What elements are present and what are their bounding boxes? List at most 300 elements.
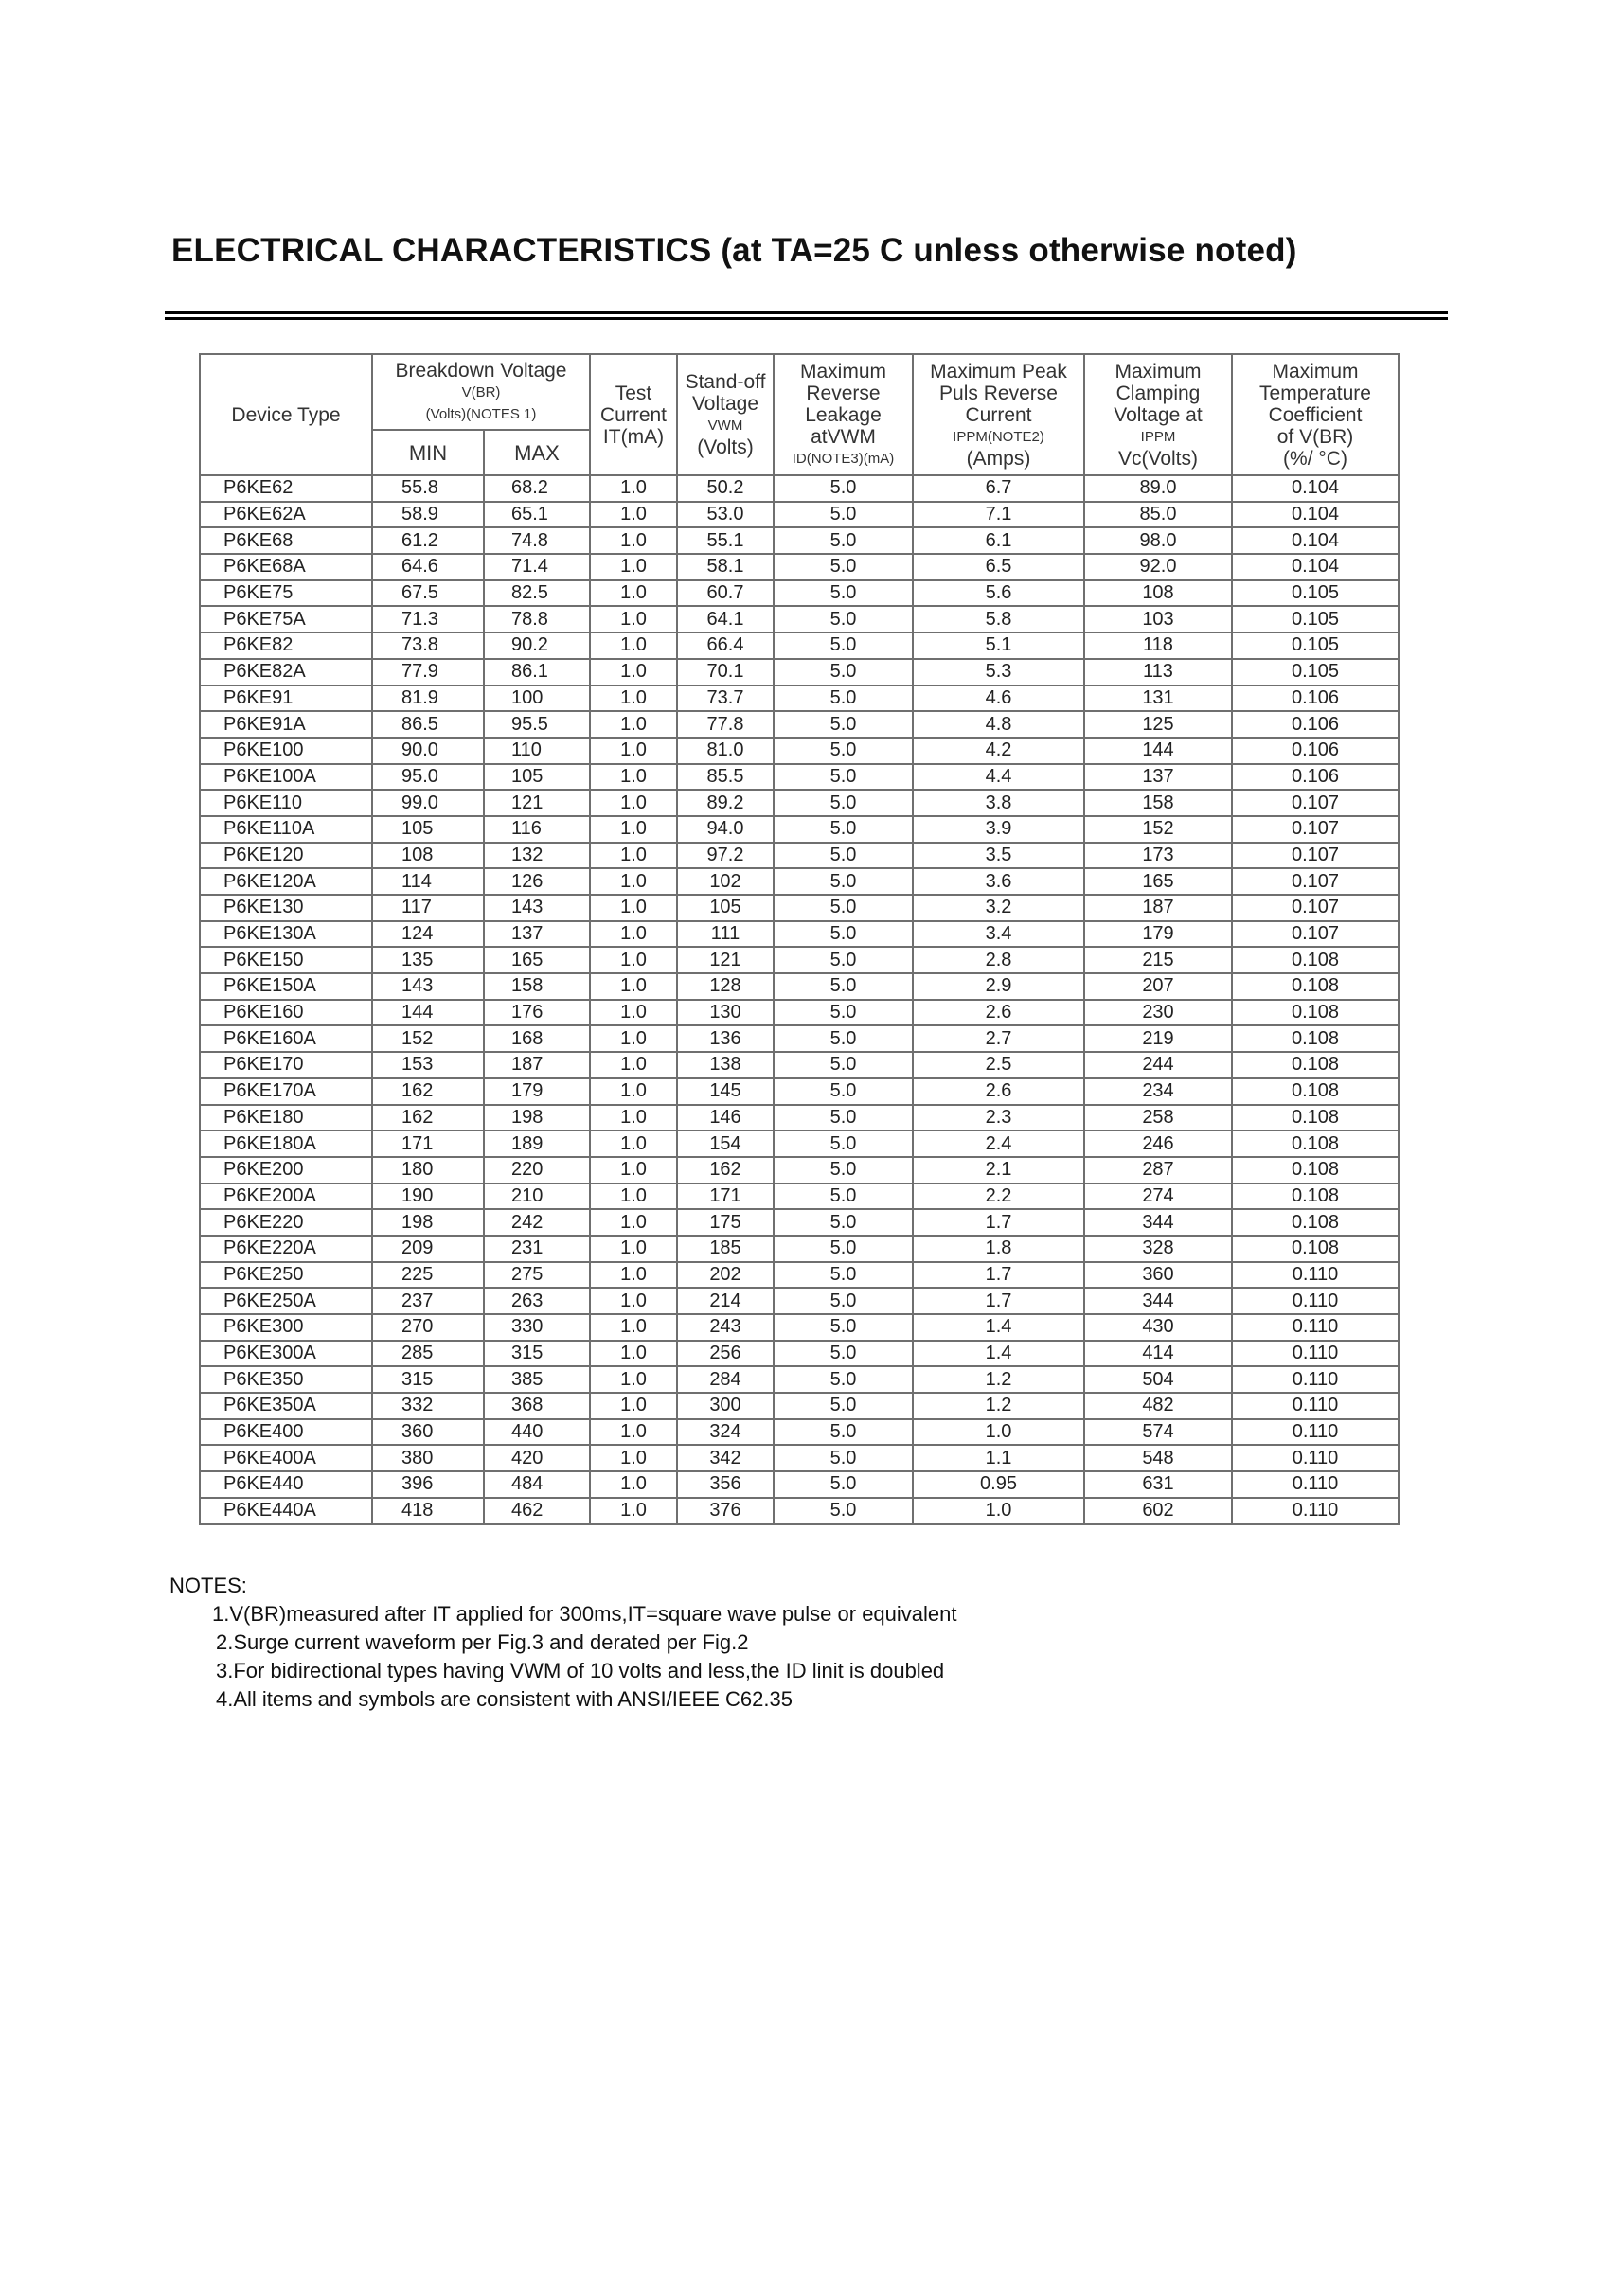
vbr-min-cell: 380 <box>372 1445 484 1471</box>
vbr-max-cell: 74.8 <box>484 527 590 554</box>
table-row <box>200 1130 1399 1157</box>
peak-current-cell: 6.5 <box>913 554 1084 580</box>
standoff-voltage-cell: 243 <box>677 1314 774 1341</box>
standoff-voltage-cell: 202 <box>677 1262 774 1289</box>
peak-current-cell: 1.4 <box>913 1314 1084 1341</box>
vbr-max-cell: 86.1 <box>484 659 590 685</box>
reverse-leakage-cell: 5.0 <box>774 1105 913 1131</box>
clamping-voltage-cell: 165 <box>1084 868 1232 895</box>
clamping-voltage-cell: 360 <box>1084 1262 1232 1289</box>
clamping-voltage-cell: 504 <box>1084 1366 1232 1393</box>
test-current-cell: 1.0 <box>590 659 677 685</box>
temp-coefficient-cell: 0.110 <box>1232 1262 1399 1289</box>
test-current-cell: 1.0 <box>590 921 677 948</box>
temp-coefficient-cell: 0.110 <box>1232 1288 1399 1314</box>
temp-coefficient-cell: 0.105 <box>1232 606 1399 632</box>
peak-current-cell: 4.2 <box>913 738 1084 764</box>
vbr-min-cell: 67.5 <box>372 580 484 607</box>
reverse-leakage-cell: 5.0 <box>774 1419 913 1446</box>
clamping-voltage-cell: 179 <box>1084 921 1232 948</box>
table-row <box>200 973 1399 1000</box>
standoff-voltage-cell: 53.0 <box>677 502 774 528</box>
test-current-cell: 1.0 <box>590 1393 677 1419</box>
temp-coefficient-cell: 0.105 <box>1232 580 1399 607</box>
standoff-voltage-cell: 130 <box>677 1000 774 1026</box>
table-row <box>200 1157 1399 1184</box>
vbr-max-cell: 121 <box>484 790 590 816</box>
note-item: 1.V(BR)measured after IT applied for 300ms,IT=square wave pulse or equivalent <box>212 1602 957 1626</box>
device-type-cell: P6KE220 <box>200 1209 372 1236</box>
header-temperature-coefficient <box>1232 354 1399 475</box>
standoff-voltage-cell: 73.7 <box>677 685 774 712</box>
vbr-max-cell: 179 <box>484 1078 590 1105</box>
table-row <box>200 1078 1399 1105</box>
reverse-leakage-cell: 5.0 <box>774 685 913 712</box>
table-row <box>200 1262 1399 1289</box>
device-type-cell: P6KE170A <box>200 1078 372 1105</box>
reverse-leakage-cell: 5.0 <box>774 527 913 554</box>
device-type-cell: P6KE180A <box>200 1130 372 1157</box>
header-clamping-voltage <box>1084 354 1232 475</box>
temp-coefficient-cell: 0.108 <box>1232 1025 1399 1052</box>
header-breakdown-symbol: V(BR) <box>461 383 501 400</box>
electrical-characteristics-table <box>199 353 1400 1525</box>
test-current-cell: 1.0 <box>590 1025 677 1052</box>
peak-current-cell: 1.7 <box>913 1262 1084 1289</box>
clamping-voltage-cell: 602 <box>1084 1498 1232 1524</box>
test-current-cell: 1.0 <box>590 527 677 554</box>
header-clamping-units: Vc(Volts) <box>1117 447 1199 470</box>
table-row <box>200 790 1399 816</box>
header-max: MAX <box>484 430 590 475</box>
peak-current-cell: 1.4 <box>913 1341 1084 1367</box>
reverse-leakage-cell: 5.0 <box>774 921 913 948</box>
test-current-cell: 1.0 <box>590 554 677 580</box>
test-current-cell: 1.0 <box>590 1052 677 1078</box>
temp-coefficient-cell: 0.107 <box>1232 790 1399 816</box>
vbr-max-cell: 187 <box>484 1052 590 1078</box>
device-type-cell: P6KE150A <box>200 973 372 1000</box>
temp-coefficient-cell: 0.107 <box>1232 895 1399 921</box>
table-row <box>200 659 1399 685</box>
peak-current-cell: 2.5 <box>913 1052 1084 1078</box>
peak-current-cell: 0.95 <box>913 1471 1084 1498</box>
peak-current-cell: 2.4 <box>913 1130 1084 1157</box>
table-row <box>200 475 1399 502</box>
standoff-voltage-cell: 145 <box>677 1078 774 1105</box>
test-current-cell: 1.0 <box>590 1236 677 1262</box>
standoff-voltage-cell: 94.0 <box>677 816 774 843</box>
vbr-max-cell: 126 <box>484 868 590 895</box>
clamping-voltage-cell: 328 <box>1084 1236 1232 1262</box>
peak-current-cell: 1.0 <box>913 1498 1084 1524</box>
clamping-voltage-cell: 187 <box>1084 895 1232 921</box>
test-current-cell: 1.0 <box>590 947 677 973</box>
reverse-leakage-cell: 5.0 <box>774 1471 913 1498</box>
standoff-voltage-cell: 64.1 <box>677 606 774 632</box>
vbr-min-cell: 61.2 <box>372 527 484 554</box>
vbr-max-cell: 330 <box>484 1314 590 1341</box>
standoff-voltage-cell: 111 <box>677 921 774 948</box>
header-standoff-label: Stand-off Voltage <box>685 371 766 415</box>
peak-current-cell: 1.8 <box>913 1236 1084 1262</box>
peak-current-cell: 5.3 <box>913 659 1084 685</box>
clamping-voltage-cell: 234 <box>1084 1078 1232 1105</box>
header-min: MIN <box>372 430 484 475</box>
temp-coefficient-cell: 0.108 <box>1232 1105 1399 1131</box>
standoff-voltage-cell: 146 <box>677 1105 774 1131</box>
standoff-voltage-cell: 70.1 <box>677 659 774 685</box>
test-current-cell: 1.0 <box>590 1078 677 1105</box>
clamping-voltage-cell: 274 <box>1084 1184 1232 1210</box>
temp-coefficient-cell: 0.108 <box>1232 973 1399 1000</box>
table-row <box>200 580 1399 607</box>
clamping-voltage-cell: 244 <box>1084 1052 1232 1078</box>
standoff-voltage-cell: 97.2 <box>677 843 774 869</box>
clamping-voltage-cell: 246 <box>1084 1130 1232 1157</box>
test-current-cell: 1.0 <box>590 843 677 869</box>
device-type-cell: P6KE82 <box>200 632 372 659</box>
clamping-voltage-cell: 173 <box>1084 843 1232 869</box>
vbr-min-cell: 237 <box>372 1288 484 1314</box>
test-current-cell: 1.0 <box>590 685 677 712</box>
reverse-leakage-cell: 5.0 <box>774 1341 913 1367</box>
device-type-cell: P6KE440A <box>200 1498 372 1524</box>
temp-coefficient-cell: 0.108 <box>1232 1000 1399 1026</box>
vbr-max-cell: 385 <box>484 1366 590 1393</box>
table-row <box>200 1236 1399 1262</box>
clamping-voltage-cell: 108 <box>1084 580 1232 607</box>
vbr-max-cell: 110 <box>484 738 590 764</box>
table-row <box>200 1105 1399 1131</box>
header-temp-units: (%/ °C) <box>1283 447 1347 470</box>
vbr-max-cell: 275 <box>484 1262 590 1289</box>
standoff-voltage-cell: 256 <box>677 1341 774 1367</box>
temp-coefficient-cell: 0.104 <box>1232 527 1399 554</box>
peak-current-cell: 5.6 <box>913 580 1084 607</box>
vbr-min-cell: 58.9 <box>372 502 484 528</box>
header-reverse-leakage <box>774 354 913 475</box>
clamping-voltage-cell: 85.0 <box>1084 502 1232 528</box>
table-row <box>200 764 1399 791</box>
device-type-cell: P6KE440 <box>200 1471 372 1498</box>
table-row <box>200 527 1399 554</box>
standoff-voltage-cell: 50.2 <box>677 475 774 502</box>
temp-coefficient-cell: 0.110 <box>1232 1341 1399 1367</box>
header-leakage-label: Maximum Reverse Leakage <box>799 360 886 426</box>
table-row <box>200 816 1399 843</box>
device-type-cell: P6KE400A <box>200 1445 372 1471</box>
reverse-leakage-cell: 5.0 <box>774 843 913 869</box>
device-type-cell: P6KE250 <box>200 1262 372 1289</box>
test-current-cell: 1.0 <box>590 738 677 764</box>
device-type-cell: P6KE62 <box>200 475 372 502</box>
test-current-cell: 1.0 <box>590 632 677 659</box>
standoff-voltage-cell: 185 <box>677 1236 774 1262</box>
table-row <box>200 711 1399 738</box>
temp-coefficient-cell: 0.110 <box>1232 1366 1399 1393</box>
test-current-cell: 1.0 <box>590 1105 677 1131</box>
device-type-cell: P6KE350A <box>200 1393 372 1419</box>
table-row <box>200 1314 1399 1341</box>
vbr-min-cell: 117 <box>372 895 484 921</box>
vbr-max-cell: 158 <box>484 973 590 1000</box>
device-type-cell: P6KE200A <box>200 1184 372 1210</box>
reverse-leakage-cell: 5.0 <box>774 1445 913 1471</box>
standoff-voltage-cell: 89.2 <box>677 790 774 816</box>
peak-current-cell: 4.8 <box>913 711 1084 738</box>
test-current-cell: 1.0 <box>590 1262 677 1289</box>
table-row <box>200 921 1399 948</box>
vbr-max-cell: 68.2 <box>484 475 590 502</box>
standoff-voltage-cell: 154 <box>677 1130 774 1157</box>
vbr-max-cell: 420 <box>484 1445 590 1471</box>
vbr-min-cell: 86.5 <box>372 711 484 738</box>
vbr-max-cell: 143 <box>484 895 590 921</box>
vbr-min-cell: 108 <box>372 843 484 869</box>
device-type-cell: P6KE170 <box>200 1052 372 1078</box>
temp-coefficient-cell: 0.108 <box>1232 1209 1399 1236</box>
reverse-leakage-cell: 5.0 <box>774 1184 913 1210</box>
vbr-max-cell: 90.2 <box>484 632 590 659</box>
test-current-cell: 1.0 <box>590 868 677 895</box>
standoff-voltage-cell: 102 <box>677 868 774 895</box>
standoff-voltage-cell: 162 <box>677 1157 774 1184</box>
device-type-cell: P6KE150 <box>200 947 372 973</box>
peak-current-cell: 7.1 <box>913 502 1084 528</box>
peak-current-cell: 2.8 <box>913 947 1084 973</box>
peak-current-cell: 4.6 <box>913 685 1084 712</box>
header-standoff-voltage <box>677 354 774 475</box>
standoff-voltage-cell: 138 <box>677 1052 774 1078</box>
reverse-leakage-cell: 5.0 <box>774 1262 913 1289</box>
temp-coefficient-cell: 0.107 <box>1232 868 1399 895</box>
page-title: ELECTRICAL CHARACTERISTICS (at TA=25 C unless otherwise noted) <box>171 232 1297 269</box>
vbr-max-cell: 231 <box>484 1236 590 1262</box>
peak-current-cell: 3.4 <box>913 921 1084 948</box>
vbr-min-cell: 90.0 <box>372 738 484 764</box>
peak-current-cell: 4.4 <box>913 764 1084 791</box>
peak-current-cell: 1.2 <box>913 1393 1084 1419</box>
reverse-leakage-cell: 5.0 <box>774 1052 913 1078</box>
table-row <box>200 1209 1399 1236</box>
test-current-cell: 1.0 <box>590 1000 677 1026</box>
clamping-voltage-cell: 414 <box>1084 1341 1232 1367</box>
vbr-min-cell: 55.8 <box>372 475 484 502</box>
temp-coefficient-cell: 0.110 <box>1232 1445 1399 1471</box>
vbr-max-cell: 315 <box>484 1341 590 1367</box>
vbr-min-cell: 171 <box>372 1130 484 1157</box>
device-type-cell: P6KE100A <box>200 764 372 791</box>
peak-current-cell: 1.2 <box>913 1366 1084 1393</box>
vbr-min-cell: 396 <box>372 1471 484 1498</box>
reverse-leakage-cell: 5.0 <box>774 1236 913 1262</box>
clamping-voltage-cell: 631 <box>1084 1471 1232 1498</box>
vbr-min-cell: 71.3 <box>372 606 484 632</box>
vbr-min-cell: 162 <box>372 1078 484 1105</box>
vbr-min-cell: 95.0 <box>372 764 484 791</box>
table-row <box>200 843 1399 869</box>
vbr-max-cell: 440 <box>484 1419 590 1446</box>
device-type-cell: P6KE180 <box>200 1105 372 1131</box>
test-current-cell: 1.0 <box>590 1341 677 1367</box>
test-current-cell: 1.0 <box>590 1184 677 1210</box>
note-item: 3.For bidirectional types having VWM of 10 volts and less,the ID linit is doubled <box>216 1659 945 1682</box>
reverse-leakage-cell: 5.0 <box>774 1366 913 1393</box>
clamping-voltage-cell: 131 <box>1084 685 1232 712</box>
clamping-voltage-cell: 92.0 <box>1084 554 1232 580</box>
temp-coefficient-cell: 0.106 <box>1232 711 1399 738</box>
test-current-cell: 1.0 <box>590 711 677 738</box>
vbr-max-cell: 189 <box>484 1130 590 1157</box>
test-current-cell: 1.0 <box>590 1288 677 1314</box>
reverse-leakage-cell: 5.0 <box>774 580 913 607</box>
reverse-leakage-cell: 5.0 <box>774 606 913 632</box>
table-row <box>200 1000 1399 1026</box>
clamping-voltage-cell: 158 <box>1084 790 1232 816</box>
reverse-leakage-cell: 5.0 <box>774 1314 913 1341</box>
vbr-min-cell: 162 <box>372 1105 484 1131</box>
clamping-voltage-cell: 215 <box>1084 947 1232 973</box>
peak-current-cell: 2.6 <box>913 1000 1084 1026</box>
vbr-min-cell: 198 <box>372 1209 484 1236</box>
header-breakdown-units: (Volts)(NOTES 1) <box>425 405 537 422</box>
peak-current-cell: 3.5 <box>913 843 1084 869</box>
temp-coefficient-cell: 0.105 <box>1232 659 1399 685</box>
device-type-cell: P6KE350 <box>200 1366 372 1393</box>
standoff-voltage-cell: 342 <box>677 1445 774 1471</box>
table-row <box>200 1341 1399 1367</box>
vbr-min-cell: 77.9 <box>372 659 484 685</box>
clamping-voltage-cell: 287 <box>1084 1157 1232 1184</box>
clamping-voltage-cell: 207 <box>1084 973 1232 1000</box>
reverse-leakage-cell: 5.0 <box>774 738 913 764</box>
table-row <box>200 947 1399 973</box>
notes-heading: NOTES: <box>169 1574 247 1597</box>
standoff-voltage-cell: 58.1 <box>677 554 774 580</box>
test-current-cell: 1.0 <box>590 1419 677 1446</box>
header-standoff-symbol: VWM <box>707 418 743 434</box>
test-current-cell: 1.0 <box>590 1445 677 1471</box>
temp-coefficient-cell: 0.108 <box>1232 947 1399 973</box>
peak-current-cell: 2.7 <box>913 1025 1084 1052</box>
header-peak-symbol: IPPM(NOTE2) <box>953 428 1044 445</box>
peak-current-cell: 3.8 <box>913 790 1084 816</box>
clamping-voltage-cell: 482 <box>1084 1393 1232 1419</box>
vbr-min-cell: 209 <box>372 1236 484 1262</box>
title-rule-bottom <box>165 317 1448 320</box>
device-type-cell: P6KE130A <box>200 921 372 948</box>
reverse-leakage-cell: 5.0 <box>774 1393 913 1419</box>
temp-coefficient-cell: 0.106 <box>1232 738 1399 764</box>
header-temp-of: of V(BR) <box>1276 425 1354 448</box>
vbr-max-cell: 220 <box>484 1157 590 1184</box>
device-type-cell: P6KE75A <box>200 606 372 632</box>
reverse-leakage-cell: 5.0 <box>774 1078 913 1105</box>
vbr-min-cell: 114 <box>372 868 484 895</box>
note-item: 2.Surge current waveform per Fig.3 and derated per Fig.2 <box>216 1630 749 1654</box>
reverse-leakage-cell: 5.0 <box>774 475 913 502</box>
test-current-cell: 1.0 <box>590 580 677 607</box>
standoff-voltage-cell: 171 <box>677 1184 774 1210</box>
peak-current-cell: 2.6 <box>913 1078 1084 1105</box>
standoff-voltage-cell: 60.7 <box>677 580 774 607</box>
standoff-voltage-cell: 105 <box>677 895 774 921</box>
reverse-leakage-cell: 5.0 <box>774 790 913 816</box>
table-row <box>200 1471 1399 1498</box>
test-current-cell: 1.0 <box>590 475 677 502</box>
reverse-leakage-cell: 5.0 <box>774 1288 913 1314</box>
clamping-voltage-cell: 137 <box>1084 764 1232 791</box>
temp-coefficient-cell: 0.107 <box>1232 921 1399 948</box>
temp-coefficient-cell: 0.110 <box>1232 1419 1399 1446</box>
standoff-voltage-cell: 175 <box>677 1209 774 1236</box>
device-type-cell: P6KE91 <box>200 685 372 712</box>
vbr-max-cell: 100 <box>484 685 590 712</box>
clamping-voltage-cell: 258 <box>1084 1105 1232 1131</box>
header-device-type: Device Type <box>200 354 372 475</box>
vbr-max-cell: 65.1 <box>484 502 590 528</box>
peak-current-cell: 3.9 <box>913 816 1084 843</box>
vbr-max-cell: 105 <box>484 764 590 791</box>
header-breakdown-label: Breakdown Voltage <box>395 359 567 382</box>
temp-coefficient-cell: 0.107 <box>1232 843 1399 869</box>
test-current-cell: 1.0 <box>590 1157 677 1184</box>
note-item: 4.All items and symbols are consistent with ANSI/IEEE C62.35 <box>216 1687 793 1711</box>
reverse-leakage-cell: 5.0 <box>774 1157 913 1184</box>
clamping-voltage-cell: 230 <box>1084 1000 1232 1026</box>
device-type-cell: P6KE300 <box>200 1314 372 1341</box>
reverse-leakage-cell: 5.0 <box>774 1209 913 1236</box>
vbr-min-cell: 81.9 <box>372 685 484 712</box>
device-type-cell: P6KE110A <box>200 816 372 843</box>
peak-current-cell: 3.6 <box>913 868 1084 895</box>
device-type-cell: P6KE82A <box>200 659 372 685</box>
device-type-cell: P6KE250A <box>200 1288 372 1314</box>
reverse-leakage-cell: 5.0 <box>774 502 913 528</box>
header-test-current-label: Test Current <box>599 382 668 426</box>
table-row <box>200 1393 1399 1419</box>
temp-coefficient-cell: 0.108 <box>1232 1236 1399 1262</box>
header-breakdown-voltage <box>372 354 590 430</box>
device-type-cell: P6KE68 <box>200 527 372 554</box>
reverse-leakage-cell: 5.0 <box>774 711 913 738</box>
vbr-min-cell: 315 <box>372 1366 484 1393</box>
standoff-voltage-cell: 136 <box>677 1025 774 1052</box>
reverse-leakage-cell: 5.0 <box>774 554 913 580</box>
temp-coefficient-cell: 0.110 <box>1232 1393 1399 1419</box>
vbr-min-cell: 64.6 <box>372 554 484 580</box>
vbr-min-cell: 418 <box>372 1498 484 1524</box>
peak-current-cell: 5.1 <box>913 632 1084 659</box>
vbr-min-cell: 124 <box>372 921 484 948</box>
clamping-voltage-cell: 548 <box>1084 1445 1232 1471</box>
vbr-max-cell: 165 <box>484 947 590 973</box>
temp-coefficient-cell: 0.104 <box>1232 554 1399 580</box>
device-type-cell: P6KE160A <box>200 1025 372 1052</box>
vbr-max-cell: 95.5 <box>484 711 590 738</box>
table-row <box>200 738 1399 764</box>
vbr-min-cell: 332 <box>372 1393 484 1419</box>
standoff-voltage-cell: 121 <box>677 947 774 973</box>
reverse-leakage-cell: 5.0 <box>774 1025 913 1052</box>
vbr-min-cell: 360 <box>372 1419 484 1446</box>
temp-coefficient-cell: 0.108 <box>1232 1078 1399 1105</box>
device-type-cell: P6KE120A <box>200 868 372 895</box>
vbr-max-cell: 263 <box>484 1288 590 1314</box>
test-current-cell: 1.0 <box>590 1209 677 1236</box>
vbr-max-cell: 368 <box>484 1393 590 1419</box>
